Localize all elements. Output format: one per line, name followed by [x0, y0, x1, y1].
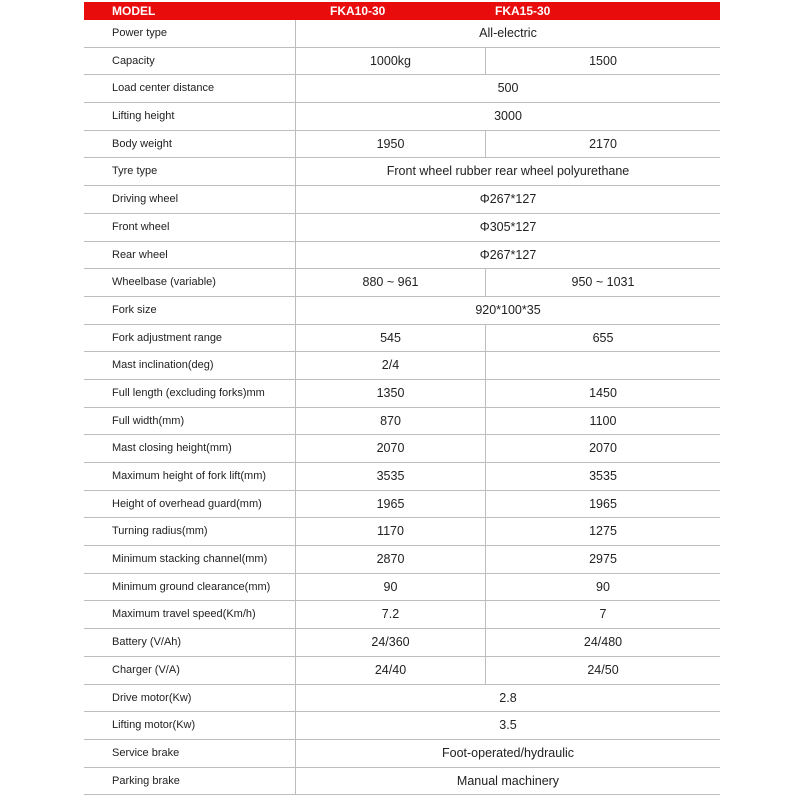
- table-row: [84, 20, 720, 48]
- table-row: [84, 601, 720, 629]
- row-value-fka10-30: 90: [295, 574, 485, 601]
- row-value-fka15-30: 7: [485, 601, 720, 628]
- row-value-fka10-30: 2/4: [295, 352, 485, 379]
- row-value-fka15-30: 1100: [485, 408, 720, 435]
- row-value-shared: 920*100*35: [295, 297, 720, 324]
- row-label: Fork size: [112, 303, 157, 316]
- row-label: Power type: [112, 27, 168, 39]
- table-row: [84, 75, 720, 103]
- row-value-fka15-30: 950 ~ 1031: [485, 269, 720, 296]
- row-label: Drive motor(Kw): [112, 691, 192, 704]
- header-fka10-30: FKA10-30: [330, 4, 386, 18]
- row-label: Driving wheel: [112, 193, 179, 206]
- table-row: [84, 242, 720, 270]
- row-value-fka15-30: 1275: [485, 518, 720, 545]
- row-value-fka10-30: 2870: [295, 546, 485, 573]
- row-label: Battery (V/Ah): [112, 636, 182, 649]
- row-label: Turning radius(mm): [112, 525, 208, 538]
- row-label: Load center distance: [112, 82, 215, 95]
- row-value-shared: Foot-operated/hydraulic: [295, 740, 720, 767]
- row-label: Lifting motor(Kw): [112, 719, 196, 732]
- row-label: Minimum stacking channel(mm): [112, 553, 268, 566]
- row-value-fka10-30: 1350: [295, 380, 485, 407]
- row-value-fka10-30: 3535: [295, 463, 485, 490]
- row-label: Service brake: [112, 746, 180, 759]
- row-value-shared: Manual machinery: [295, 768, 720, 795]
- row-value-shared: Φ305*127: [295, 214, 720, 241]
- row-value-fka10-30: 545: [295, 325, 485, 352]
- table-row: [84, 740, 720, 768]
- table-row: [84, 463, 720, 491]
- row-value-fka15-30: [485, 352, 720, 379]
- row-value-fka15-30: 2170: [485, 131, 720, 158]
- table-row: [84, 352, 720, 380]
- header-model: MODEL: [112, 4, 156, 18]
- row-label: Full width(mm): [112, 414, 185, 427]
- table-row: [84, 657, 720, 685]
- row-value-fka10-30: 1170: [295, 518, 485, 545]
- table-row: [84, 186, 720, 214]
- row-value-fka15-30: 655: [485, 325, 720, 352]
- row-label: Mast closing height(mm): [112, 442, 232, 455]
- row-value-fka10-30: 880 ~ 961: [295, 269, 485, 296]
- row-value-shared: Φ267*127: [295, 242, 720, 269]
- row-value-fka15-30: 24/50: [485, 657, 720, 684]
- row-value-fka15-30: 24/480: [485, 629, 720, 656]
- row-value-fka15-30: 90: [485, 574, 720, 601]
- row-value-shared: 500: [295, 75, 720, 102]
- row-label: Full length (excluding forks)mm: [112, 386, 265, 399]
- row-value-fka15-30: 2070: [485, 435, 720, 462]
- table-row: [84, 712, 720, 740]
- row-label: Mast inclination(deg): [112, 359, 214, 372]
- row-value-fka10-30: 24/360: [295, 629, 485, 656]
- row-value-shared: 3000: [295, 103, 720, 130]
- row-value-shared: All-electric: [295, 20, 720, 47]
- row-label: Body weight: [112, 137, 172, 150]
- table-row: [84, 435, 720, 463]
- row-label: Charger (V/A): [112, 663, 180, 676]
- table-row: [84, 546, 720, 574]
- header-fka15-30: FKA15-30: [495, 4, 551, 18]
- row-label: Front wheel: [112, 220, 170, 233]
- row-value-shared: 3.5: [295, 712, 720, 739]
- row-label: Rear wheel: [112, 248, 168, 261]
- row-value-fka10-30: 1965: [295, 491, 485, 518]
- row-value-fka15-30: 1965: [485, 491, 720, 518]
- row-label: Tyre type: [112, 165, 158, 178]
- table-row: [84, 574, 720, 602]
- row-value-shared: Front wheel rubber rear wheel polyurethane: [295, 158, 720, 185]
- row-value-fka15-30: 1500: [485, 48, 720, 75]
- table-row: [84, 768, 720, 796]
- row-label: Lifting height: [112, 110, 175, 123]
- row-value-fka15-30: 3535: [485, 463, 720, 490]
- row-value-fka10-30: 1950: [295, 131, 485, 158]
- row-label: Maximum travel speed(Km/h): [112, 608, 256, 621]
- table-row: [84, 380, 720, 408]
- table-row: [84, 48, 720, 76]
- table-row: [84, 518, 720, 546]
- table-row: [84, 325, 720, 353]
- row-value-shared: 2.8: [295, 685, 720, 712]
- row-value-fka15-30: 1450: [485, 380, 720, 407]
- table-row: [84, 269, 720, 297]
- table-row: [84, 491, 720, 519]
- row-label: Fork adjustment range: [112, 331, 223, 344]
- row-label: Parking brake: [112, 774, 180, 787]
- table-body: [84, 20, 720, 795]
- row-value-fka10-30: 24/40: [295, 657, 485, 684]
- table-row: [84, 214, 720, 242]
- row-value-fka10-30: 870: [295, 408, 485, 435]
- table-row: [84, 408, 720, 436]
- row-value-fka10-30: 2070: [295, 435, 485, 462]
- row-label: Wheelbase (variable): [112, 276, 216, 289]
- table-row: [84, 297, 720, 325]
- row-value-fka10-30: 1000kg: [295, 48, 485, 75]
- row-label: Maximum height of fork lift(mm): [112, 470, 267, 482]
- row-value-shared: Φ267*127: [295, 186, 720, 213]
- row-value-fka10-30: 7.2: [295, 601, 485, 628]
- table-row: [84, 103, 720, 131]
- row-value-fka15-30: 2975: [485, 546, 720, 573]
- table-row: [84, 629, 720, 657]
- table-row: [84, 685, 720, 713]
- row-label: Capacity: [112, 54, 155, 67]
- row-label: Minimum ground clearance(mm): [112, 580, 271, 593]
- table-row: [84, 131, 720, 159]
- table-header: [84, 2, 720, 20]
- spec-table: [84, 2, 720, 795]
- table-row: [84, 158, 720, 186]
- row-label: Height of overhead guard(mm): [112, 497, 262, 510]
